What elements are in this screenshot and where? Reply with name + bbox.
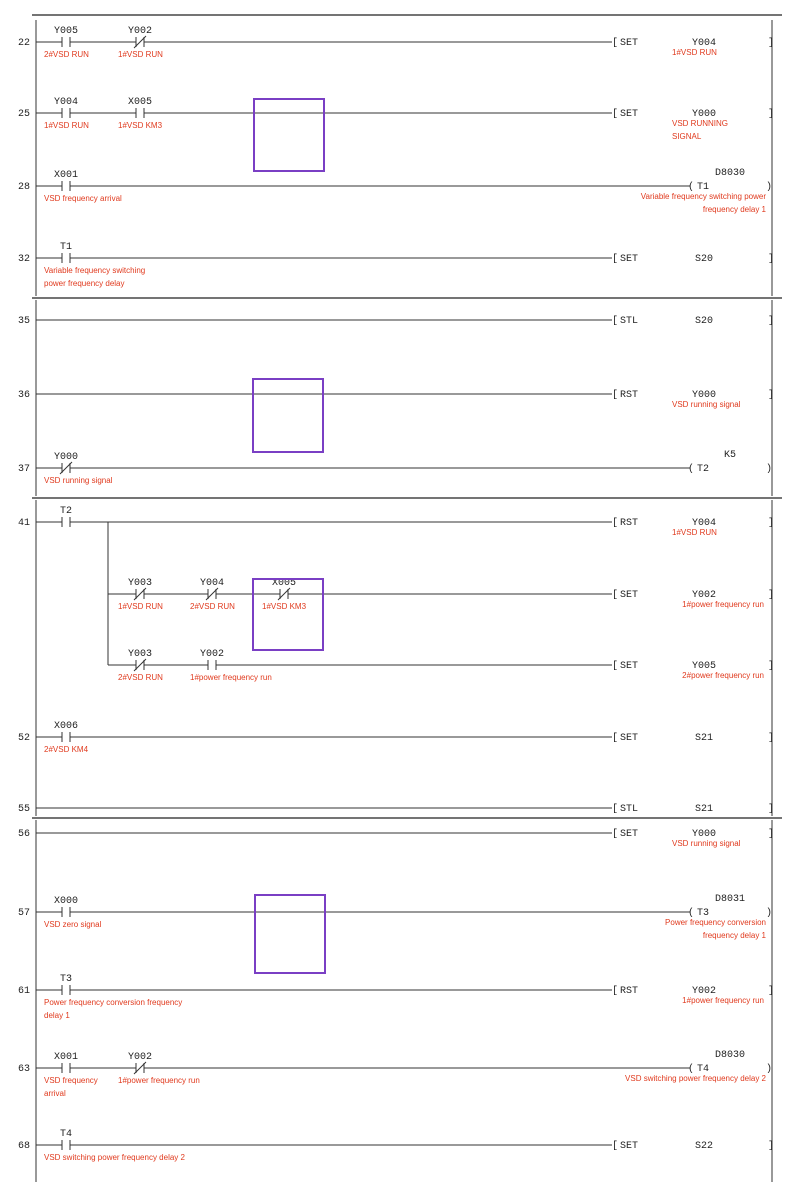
- instruction-bracket: [: [612, 1141, 619, 1152]
- timer-operand: T3: [697, 908, 710, 919]
- no-contact: [62, 181, 70, 191]
- instruction-operand: Y005: [691, 661, 717, 672]
- instruction-name: SET: [620, 109, 639, 120]
- rungs-layer: [18, 26, 774, 1162]
- instruction-bracket: [: [612, 829, 619, 840]
- contact-comment: 1#power frequency run: [190, 673, 272, 682]
- contact-address: Y002: [199, 649, 225, 660]
- contact-comment: power frequency delay: [44, 279, 125, 288]
- no-contact: [62, 108, 70, 118]
- contact-comment: delay 1: [44, 1011, 70, 1020]
- contact-address: T4: [59, 1129, 73, 1140]
- timer-operand: T2: [697, 464, 710, 475]
- instruction-name: SET: [620, 829, 639, 840]
- contact-comment: VSD switching power frequency delay 2: [44, 1153, 185, 1162]
- instruction-name: SET: [620, 590, 639, 601]
- instruction-name: STL: [620, 316, 639, 327]
- instruction-bracket: [: [612, 109, 619, 120]
- contact-comment: 1#VSD KM3: [118, 121, 163, 130]
- timer-setting: K5: [723, 450, 737, 461]
- instruction-close-bracket: ]: [768, 109, 775, 120]
- instruction-operand: Y004: [691, 38, 717, 49]
- instruction-comment: 2#power frequency run: [682, 671, 764, 680]
- step-number: 37: [17, 464, 30, 475]
- instruction-bracket: [: [612, 661, 619, 672]
- instruction-bracket: [: [612, 316, 619, 327]
- instruction-operand: Y000: [691, 390, 717, 401]
- step-number: 61: [17, 986, 30, 997]
- instruction-comment: 1#power frequency run: [682, 600, 764, 609]
- instruction-name: SET: [620, 1141, 639, 1152]
- contact-address: X000: [53, 896, 79, 907]
- instruction-operand: S22: [694, 1141, 714, 1152]
- contact-address: X001: [53, 170, 79, 181]
- instruction-name: SET: [620, 733, 639, 744]
- coil-comment: Power frequency conversion: [665, 918, 766, 927]
- contact-address: X005: [127, 97, 153, 108]
- panel-separators: [32, 298, 782, 818]
- contact-address: Y000: [53, 452, 79, 463]
- no-contact: [62, 985, 70, 995]
- instruction-name: SET: [620, 254, 639, 265]
- contact-comment: VSD zero signal: [44, 920, 102, 929]
- instruction-close-bracket: ]: [768, 986, 775, 997]
- step-number: 68: [17, 1141, 30, 1152]
- contact-comment: Variable frequency switching: [44, 266, 146, 275]
- instruction-bracket: [: [612, 518, 619, 529]
- contact-comment: 1#VSD RUN: [118, 50, 163, 59]
- contact-comment: Power frequency conversion frequency: [44, 998, 183, 1007]
- instruction-operand: S21: [694, 804, 714, 815]
- contact-address: Y004: [199, 578, 225, 589]
- contact-comment: VSD running signal: [44, 476, 113, 485]
- instruction-operand: Y004: [691, 518, 717, 529]
- coil-comment: Variable frequency switching power: [640, 192, 766, 201]
- contact-address: Y003: [127, 578, 153, 589]
- instruction-comment: VSD running signal: [672, 839, 741, 848]
- instruction-operand: Y000: [691, 829, 717, 840]
- timer-setting: D8030: [714, 168, 746, 179]
- timer-operand: T1: [697, 182, 710, 193]
- no-contact: [136, 108, 144, 118]
- contact-comment: VSD frequency arrival: [44, 194, 122, 203]
- instruction-name: RST: [620, 390, 639, 401]
- instruction-close-bracket: ]: [768, 804, 775, 815]
- coil-comment: VSD switching power frequency delay 2: [625, 1074, 766, 1083]
- step-number: 36: [17, 390, 30, 401]
- contact-address: Y005: [53, 26, 79, 37]
- instruction-operand: S20: [694, 254, 714, 265]
- instruction-bracket: [: [612, 38, 619, 49]
- highlight-box: [255, 895, 325, 973]
- highlight-box: [254, 99, 324, 171]
- step-number: 56: [17, 829, 30, 840]
- contact-address: X001: [53, 1052, 79, 1063]
- instruction-close-bracket: ]: [768, 316, 775, 327]
- step-number: 32: [17, 254, 30, 265]
- instruction-name: RST: [620, 518, 639, 529]
- contact-comment: VSD frequency: [44, 1076, 98, 1085]
- instruction-comment: VSD running signal: [672, 400, 741, 409]
- step-number: 55: [17, 804, 30, 815]
- contact-address: Y002: [127, 1052, 153, 1063]
- coil-close-paren: ): [766, 1064, 773, 1075]
- instruction-bracket: [: [612, 254, 619, 265]
- contact-address: Y004: [53, 97, 79, 108]
- instruction-close-bracket: ]: [768, 390, 775, 401]
- contact-address: Y003: [127, 649, 153, 660]
- step-number: 35: [17, 316, 30, 327]
- contact-comment: 2#VSD RUN: [44, 50, 89, 59]
- contact-comment: 1#VSD RUN: [44, 121, 89, 130]
- contact-address: T3: [59, 974, 73, 985]
- coil-comment: frequency delay 1: [702, 205, 766, 214]
- instruction-name: RST: [620, 986, 639, 997]
- instruction-operand: S21: [694, 733, 714, 744]
- instruction-close-bracket: ]: [768, 590, 775, 601]
- coil-open-paren: (: [688, 908, 695, 919]
- timer-setting: D8031: [714, 894, 746, 905]
- coil-open-paren: (: [688, 182, 695, 193]
- instruction-bracket: [: [612, 590, 619, 601]
- step-number: 22: [17, 38, 30, 49]
- no-contact: [62, 1063, 70, 1073]
- instruction-close-bracket: ]: [768, 661, 775, 672]
- instruction-comment: 1#VSD RUN: [672, 528, 717, 537]
- contact-comment: 2#VSD RUN: [190, 602, 235, 611]
- timer-setting: D8030: [714, 1050, 746, 1061]
- instruction-bracket: [: [612, 733, 619, 744]
- coil-close-paren: ): [766, 908, 773, 919]
- instruction-close-bracket: ]: [768, 38, 775, 49]
- instruction-comment: VSD RUNNING: [672, 119, 729, 128]
- step-number: 63: [17, 1064, 30, 1075]
- contact-comment: 1#VSD KM3: [262, 602, 307, 611]
- coil-open-paren: (: [688, 1064, 695, 1075]
- instruction-operand: S20: [694, 316, 714, 327]
- contact-comment: 1#VSD RUN: [118, 602, 163, 611]
- instruction-bracket: [: [612, 804, 619, 815]
- no-contact: [62, 732, 70, 742]
- instruction-close-bracket: ]: [768, 254, 775, 265]
- instruction-close-bracket: ]: [768, 1141, 775, 1152]
- no-contact: [62, 517, 70, 527]
- contact-address: X006: [53, 721, 79, 732]
- step-number: 41: [17, 518, 30, 529]
- instruction-bracket: [: [612, 390, 619, 401]
- instruction-name: STL: [620, 804, 639, 815]
- contact-address: X005: [271, 578, 297, 589]
- instruction-bracket: [: [612, 986, 619, 997]
- step-number: 25: [17, 109, 30, 120]
- coil-open-paren: (: [688, 464, 695, 475]
- step-number: 28: [17, 182, 30, 193]
- instruction-close-bracket: ]: [768, 733, 775, 744]
- instruction-comment: SIGNAL: [672, 132, 702, 141]
- timer-operand: T4: [697, 1064, 710, 1075]
- contact-comment: arrival: [44, 1089, 66, 1098]
- no-contact: [62, 253, 70, 263]
- contact-address: Y002: [127, 26, 153, 37]
- no-contact: [62, 1140, 70, 1150]
- coil-close-paren: ): [766, 464, 773, 475]
- instruction-name: SET: [620, 38, 639, 49]
- coil-comment: frequency delay 1: [702, 931, 766, 940]
- step-number: 52: [17, 733, 30, 744]
- contact-comment: 2#VSD KM4: [44, 745, 89, 754]
- instruction-name: SET: [620, 661, 639, 672]
- instruction-operand: Y000: [691, 109, 717, 120]
- contact-address: T1: [59, 242, 73, 253]
- instruction-comment: 1#power frequency run: [682, 996, 764, 1005]
- instruction-comment: 1#VSD RUN: [672, 48, 717, 57]
- coil-close-paren: ): [766, 182, 773, 193]
- contact-comment: 2#VSD RUN: [118, 673, 163, 682]
- instruction-operand: Y002: [691, 590, 717, 601]
- instruction-close-bracket: ]: [768, 829, 775, 840]
- contact-address: T2: [59, 506, 73, 517]
- contact-comment: 1#power frequency run: [118, 1076, 200, 1085]
- step-number: 57: [17, 908, 30, 919]
- instruction-close-bracket: ]: [768, 518, 775, 529]
- no-contact: [62, 907, 70, 917]
- no-contact: [208, 660, 216, 670]
- highlight-box: [253, 379, 323, 452]
- no-contact: [62, 37, 70, 47]
- instruction-operand: Y002: [691, 986, 717, 997]
